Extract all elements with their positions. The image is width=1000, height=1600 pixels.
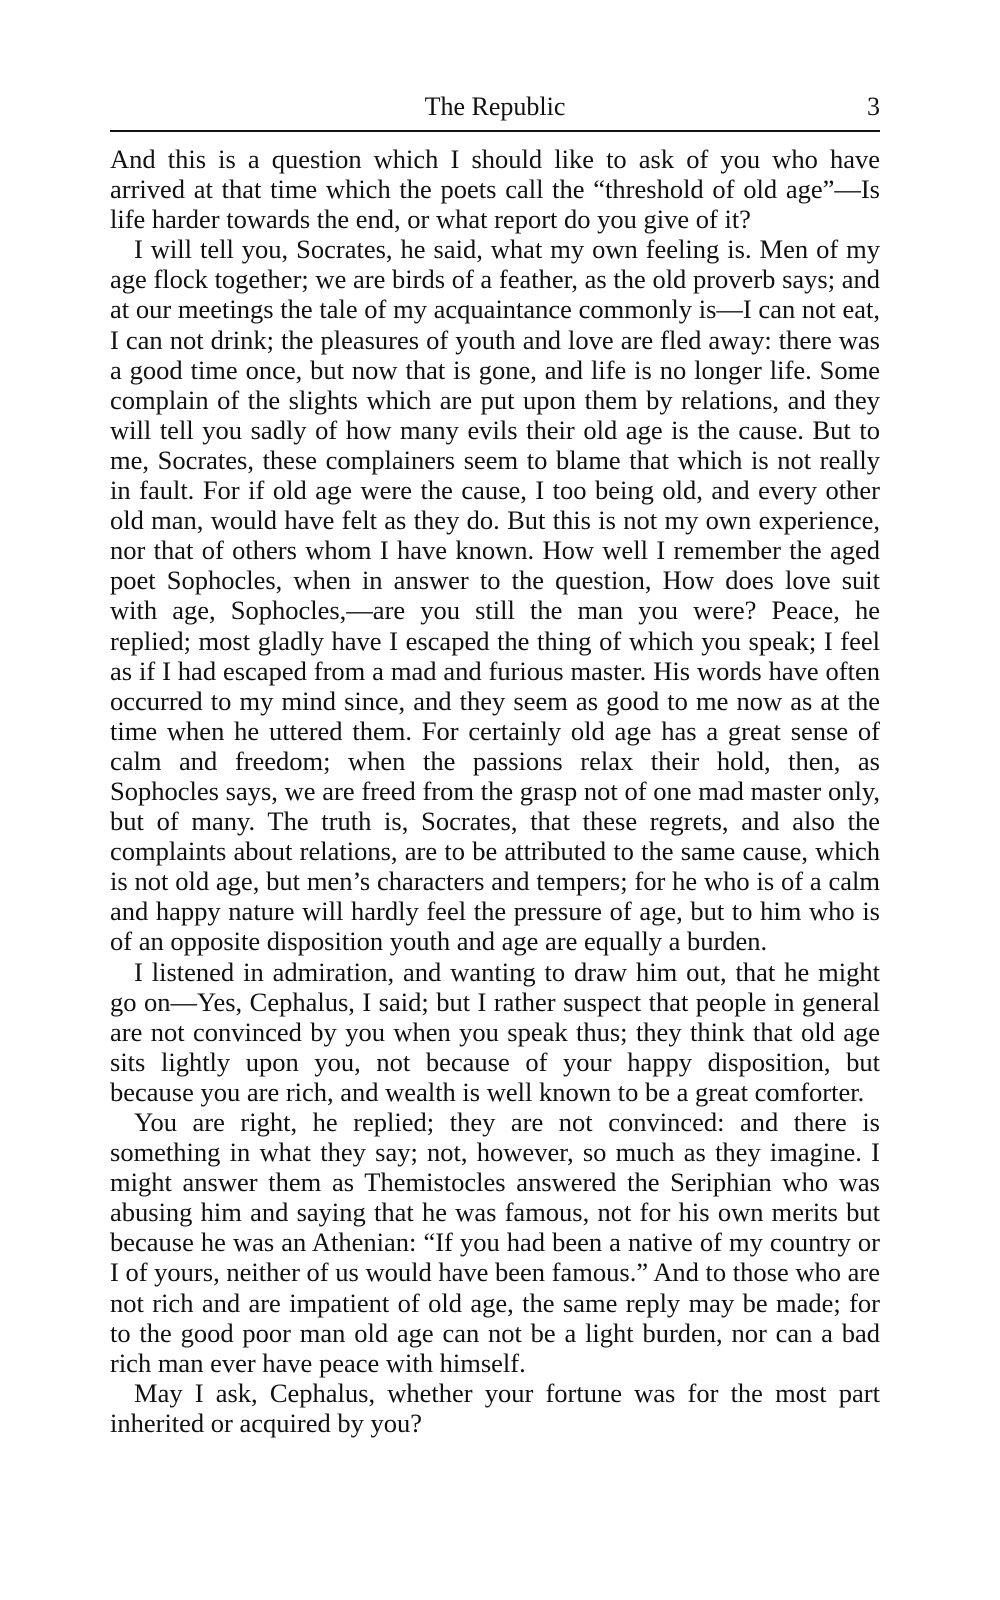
- body-text: [110, 144, 880, 1438]
- paragraph: And this is a question which I should like to ask of you who have arrived at that time which the poets call the “threshold of old age”—Is life harder towards the end, or what report do you give of it?: [110, 144, 880, 235]
- header-rule: [110, 130, 880, 132]
- running-head: [110, 88, 880, 126]
- paragraph: I listened in admiration, and wanting to draw him out, that he might go on—Yes, Cephalus, I said; but I rather suspect that people in general are not convinced by you when you speak thus; they think that old age sits lightly upon you, not because of your happy disposition, but because you are rich, and wealth is well known to be a great comforter.: [110, 956, 880, 1107]
- running-title: The Republic: [424, 92, 566, 121]
- page-number: 3: [867, 92, 880, 121]
- paragraph: You are right, he replied; they are not convinced: and there is something in what they say; not, however, so much as they imagine. I might answer them as Themistocles answered the Seriphian who was abusing him and saying that he was famous, not for his own merits but because he was an Athenian: “If you had been a native of my country or I of yours, neither of us would have been famous.” And to those who are not rich and are impatient of old age, the same reply may be made; for to the good poor man old age can not be a light burden, nor can a bad rich man ever have peace with himself.: [110, 1107, 880, 1378]
- paragraph: May I ask, Cephalus, whether your fortune was for the most part inherited or acquired by you?: [110, 1377, 880, 1438]
- paragraph: I will tell you, Socrates, he said, what my own feeling is. Men of my age flock together; we are birds of a feather, as the old proverb says; and at our meetings the tale of my acquaintance commonly is—I can not eat, I can not drink; the pleasures of youth and love are fled away: there was a good time once, but now that is gone, and life is no longer life. Some complain of the slights which are put upon them by relations, and they will tell you sadly of how many evils their old age is the cause. But to me, Socrates, these complainers seem to blame that which is not really in fault. For if old age were the cause, I too being old, and every other old man, would have felt as they do. But this is not my own experience, nor that of others whom I have known. How well I remember the aged poet Sophocles, when in answer to the question, How does love suit with age, Sophocles,—are you still the man you were? Peace, he replied; most gladly have I escaped the thing of which you speak; I feel as if I had escaped from a mad and furious master. His words have often occurred to my mind since, and they seem as good to me now as at the time when he uttered them. For certainly old age has a great sense of calm and freedom; when the passions relax their hold, then, as Sophocles says, we are freed from the grasp not of one mad master only, but of many. The truth is, Socrates, that these regrets, and also the complaints about relations, are to be attributed to the same cause, which is not old age, but men’s characters and tempers; for he who is of a calm and happy nature will hardly feel the pressure of age, but to him who is of an opposite disposition youth and age are equally a burden.: [110, 234, 880, 957]
